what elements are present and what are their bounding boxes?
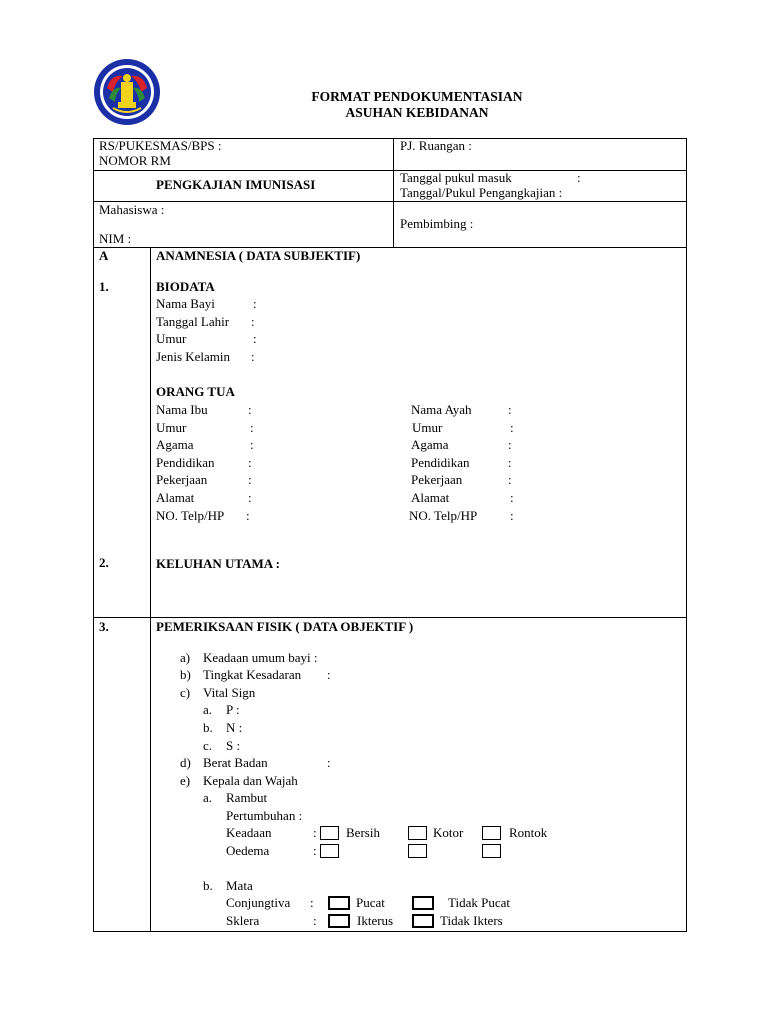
field-colon: : [510, 508, 514, 523]
field-colon: : [253, 296, 257, 311]
field-colon: : [250, 437, 254, 452]
pj-ruangan-label: PJ. Ruangan : [400, 138, 472, 153]
table-border-right [686, 138, 687, 932]
field-colon: : [313, 843, 317, 858]
field-colon: : [250, 420, 254, 435]
field-colon: : [248, 455, 252, 470]
document-title-line2: ASUHAN KEBIDANAN [345, 105, 489, 120]
checkbox-rontok[interactable] [482, 826, 501, 840]
keadaan-umum-label: Keadaan umum bayi : [203, 650, 318, 665]
field-colon: : [508, 455, 512, 470]
list-marker: e) [180, 773, 191, 788]
field-label: Umur [156, 331, 187, 346]
mata-title: Mata [226, 878, 253, 893]
checkbox-tidak-pucat[interactable] [412, 896, 434, 910]
option-label: Tidak Ikters [440, 913, 503, 928]
nim-label: NIM : [99, 231, 132, 246]
tanggal-masuk-colon: : [577, 170, 581, 185]
checkbox-pucat[interactable] [328, 896, 350, 910]
keluhan-number: 2. [99, 555, 109, 570]
pertumbuhan-label: Pertumbuhan : [226, 808, 303, 823]
field-colon: : [251, 314, 255, 329]
field-colon: : [251, 349, 255, 364]
document-title-line1: FORMAT PENDOKUMENTASIAN [311, 89, 523, 104]
field-colon: : [508, 437, 512, 452]
biodata-title: BIODATA [156, 279, 215, 294]
checkbox-ikterus[interactable] [328, 914, 350, 928]
field-label: Pekerjaan [411, 472, 463, 487]
list-marker: c) [180, 685, 191, 700]
table-border-bottom [93, 931, 687, 932]
field-label: NO. Telp/HP [409, 508, 478, 523]
option-label: Pucat [356, 895, 385, 910]
field-label: Pendidikan [156, 455, 215, 470]
orang-tua-title: ORANG TUA [156, 384, 235, 399]
rs-label: RS/PUKESMAS/BPS : [99, 138, 222, 153]
list-marker: a. [203, 790, 213, 805]
checkbox-tidak-ikters[interactable] [412, 914, 434, 928]
tanggal-masuk-label: Tanggal pukul masuk [400, 170, 512, 185]
field-colon: : [313, 825, 317, 840]
vital-n-label: N : [226, 720, 243, 735]
biodata-number: 1. [99, 279, 109, 294]
field-colon: : [327, 667, 331, 682]
pembimbing-label: Pembimbing : [400, 216, 474, 231]
field-label: Pendidikan [411, 455, 470, 470]
table-border-left [93, 138, 94, 932]
field-colon: : [508, 472, 512, 487]
field-label: Alamat [156, 490, 195, 505]
checkbox-oedema-1[interactable] [320, 844, 339, 858]
table-column-divider [150, 247, 151, 932]
field-colon: : [313, 913, 317, 928]
list-marker: b. [203, 720, 213, 735]
field-colon: : [510, 420, 514, 435]
field-label: Nama Ayah [411, 402, 472, 417]
field-colon: : [248, 472, 252, 487]
field-label: Pekerjaan [156, 472, 208, 487]
field-colon: : [310, 895, 314, 910]
field-label: NO. Telp/HP [156, 508, 225, 523]
keadaan-label: Keadaan [226, 825, 272, 840]
table-divider [93, 617, 687, 618]
table-divider [93, 170, 687, 171]
section-a-title: ANAMNESIA ( DATA SUBJEKTIF) [156, 248, 361, 263]
field-label: Agama [411, 437, 449, 452]
table-column-divider [393, 138, 394, 248]
checkbox-bersih[interactable] [320, 826, 339, 840]
institution-logo [93, 58, 161, 126]
list-marker: a. [203, 702, 213, 717]
list-marker: d) [180, 755, 191, 770]
section-pengkajian-title: PENGKAJIAN IMUNISASI [156, 177, 316, 192]
checkbox-kotor[interactable] [408, 826, 427, 840]
mahasiswa-label: Mahasiswa : [99, 202, 165, 217]
table-divider [93, 201, 687, 202]
list-marker: a) [180, 650, 191, 665]
option-label: Kotor [433, 825, 464, 840]
vital-s-label: S : [226, 738, 241, 753]
list-marker: b) [180, 667, 191, 682]
option-label: Ikterus [357, 913, 394, 928]
field-colon: : [253, 331, 257, 346]
field-label: Agama [156, 437, 194, 452]
conjungtiva-label: Conjungtiva [226, 895, 291, 910]
option-label: Tidak Pucat [448, 895, 510, 910]
field-colon: : [510, 490, 514, 505]
field-colon: : [327, 755, 331, 770]
tanggal-pengkajian-label: Tanggal/Pukul Pengangkajian : [400, 185, 563, 200]
field-label: Nama Ibu [156, 402, 208, 417]
list-marker: b. [203, 878, 213, 893]
field-colon: : [248, 402, 252, 417]
option-label: Rontok [509, 825, 548, 840]
checkbox-oedema-2[interactable] [408, 844, 427, 858]
field-label: Tanggal Lahir [156, 314, 230, 329]
kepala-wajah-label: Kepala dan Wajah [203, 773, 298, 788]
section-letter: A [99, 248, 109, 263]
keluhan-title: KELUHAN UTAMA : [156, 556, 280, 571]
field-label: Nama Bayi [156, 296, 215, 311]
list-marker: c. [203, 738, 213, 753]
field-label: Alamat [411, 490, 450, 505]
field-colon: : [508, 402, 512, 417]
nomor-rm-label: NOMOR RM [99, 153, 171, 168]
vital-sign-label: Vital Sign [203, 685, 256, 700]
option-label: Bersih [346, 825, 380, 840]
field-colon: : [246, 508, 250, 523]
berat-badan-label: Berat Badan [203, 755, 268, 770]
pemeriksaan-title: PEMERIKSAAN FISIK ( DATA OBJEKTIF ) [156, 619, 414, 634]
tingkat-kesadaran-label: Tingkat Kesadaran [203, 667, 302, 682]
field-label: Umur [156, 420, 187, 435]
field-label: Umur [412, 420, 443, 435]
sklera-label: Sklera [226, 913, 260, 928]
vital-p-label: P : [226, 702, 240, 717]
oedema-label: Oedema [226, 843, 270, 858]
field-colon: : [248, 490, 252, 505]
rambut-title: Rambut [226, 790, 268, 805]
field-label: Jenis Kelamin [156, 349, 231, 364]
checkbox-oedema-3[interactable] [482, 844, 501, 858]
pemeriksaan-number: 3. [99, 619, 109, 634]
